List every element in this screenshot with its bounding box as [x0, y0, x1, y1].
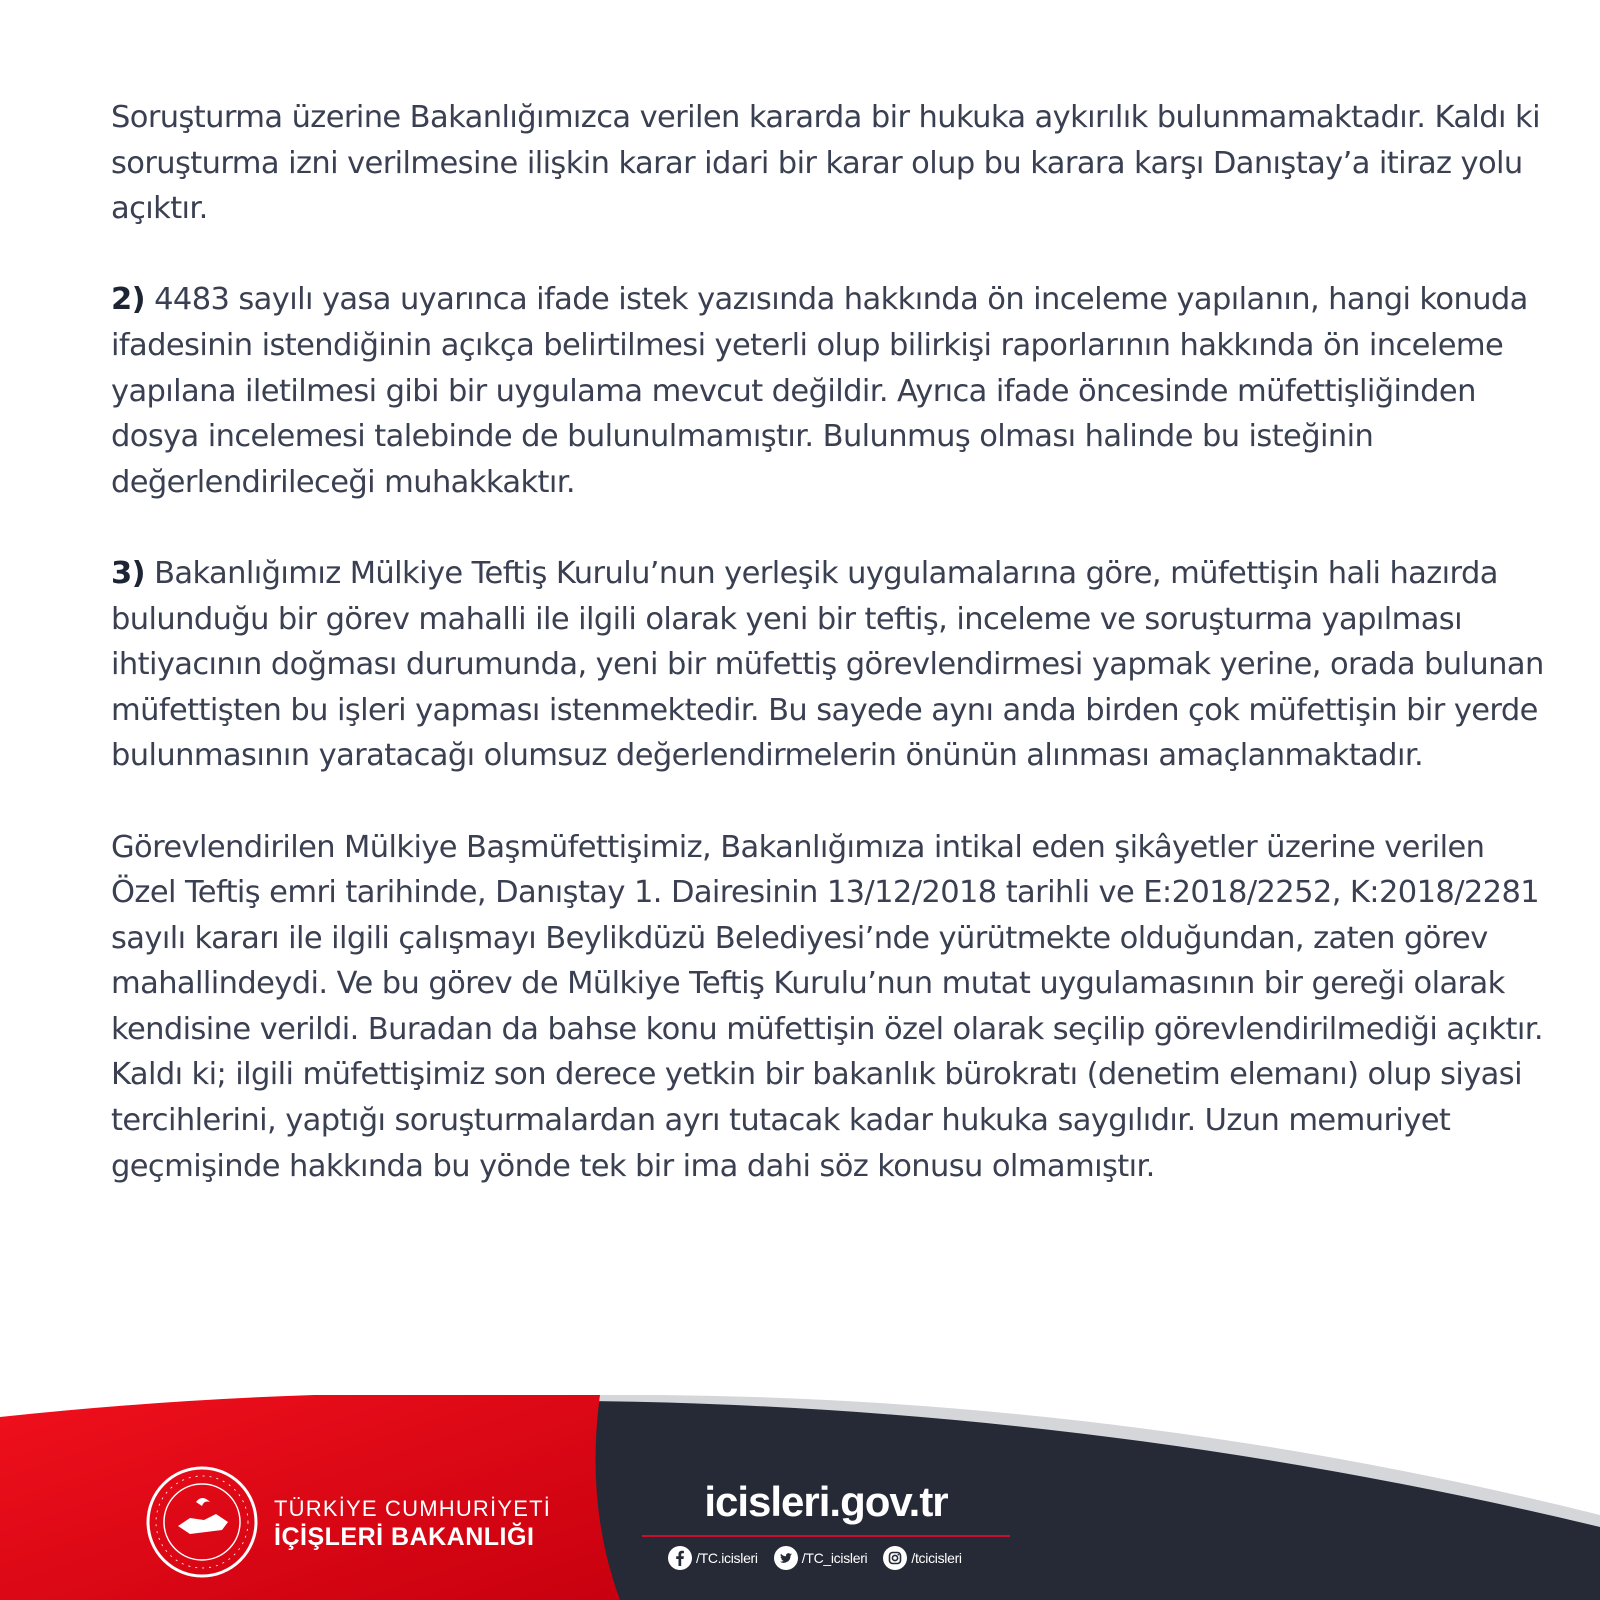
social-facebook[interactable]: [668, 1546, 758, 1570]
divider: [642, 1535, 1010, 1537]
paragraph-text: Bakanlığımız Mülkiye Teftiş Kurulu’nun yerleşik uygulamalarına göre, müfettişin hali hazırda bulunduğu bir görev mahalli ile ilgili olarak yeni bir teftiş, inceleme ve soruşturma yapılması ihtiyacının doğması durumunda, yeni bir müfettiş görevlendirmesi yapmak yerine, orada bulunan müfettişten bu işleri yapması istenmektedir. Bu sayede aynı anda birden çok müfettişin bir yerde bulunmasının yaratacağı olumsuz değerlendirmelerin önünün alınması amaçlanmaktadır.: [111, 555, 1544, 774]
paragraph-3: [111, 551, 1551, 779]
ministry-seal-logo: [146, 1466, 258, 1578]
social-links: [668, 1546, 962, 1570]
paragraph-text: Görevlendirilen Mülkiye Başmüfettişimiz, Bakanlığımıza intikal eden şikâyetler üzerine verilen Özel Teftiş emri tarihinde, Danıştay 1. Dairesinin 13/12/2018 tarihli ve E:2018/2252, K:2018/2281 sayılı kararı ile ilgili çalışmayı Beylikdüzü Belediyesi’nde yürütmekte olduğundan, zaten görev mahallindeydi. Ve bu görev de Mülkiye Teftiş Kurulu’nun mutat uygulamasının bir gereği olarak kendisine verildi. Buradan da bahse konu müfettişin özel olarak seçilip görevlendirilmediği açıktır. Kaldı ki; ilgili müfettişimiz son derece yetkin bir bakanlık bürokratı (denetim elemanı) olup siyasi tercihlerini, yaptığı soruşturmalardan ayrı tutacak kadar hukuka saygılıdır. Uzun memuriyet geçmişinde hakkında bu yönde tek bir ima dahi söz konusu olmamıştır.: [111, 829, 1543, 1184]
paragraph-text: 4483 sayılı yasa uyarınca ifade istek yazısında hakkında ön inceleme yapılanın, hangi konuda ifadesinin istendiğinin açıkça belirtilmesi yeterli olup bilirkişi raporlarının hakkında ön inceleme yapılana iletilmesi gibi bir uygulama mevcut değildir. Ayrıca ifade öncesinde müfettişliğinden dosya incelemesi talebinde de bulunulmamıştır. Bulunmuş olması halinde bu isteğinin değerlendirileceği muhakkaktır.: [111, 282, 1528, 500]
social-twitter[interactable]: [774, 1546, 868, 1570]
paragraph-1: [111, 95, 1551, 232]
statement-body: [111, 95, 1551, 1235]
facebook-handle: /TC.icisleri: [696, 1550, 758, 1566]
twitter-icon: [774, 1546, 798, 1570]
paragraph-2: [111, 277, 1551, 505]
org-line-1: TÜRKİYE CUMHURİYETİ: [274, 1496, 552, 1521]
website-link[interactable]: icisleri.gov.tr: [704, 1478, 948, 1525]
social-instagram[interactable]: [883, 1546, 961, 1570]
instagram-handle: /tcicisleri: [911, 1550, 962, 1566]
paragraph-number: 3): [111, 555, 145, 591]
ministry-name: [274, 1496, 551, 1552]
instagram-icon: [883, 1546, 907, 1570]
paragraph-4: [111, 825, 1551, 1190]
twitter-handle: /TC_icisleri: [801, 1550, 868, 1566]
org-line-2: İÇİŞLERİ BAKANLIĞI: [274, 1523, 535, 1551]
facebook-icon: [668, 1546, 692, 1570]
paragraph-text: Soruşturma üzerine Bakanlığımızca verilen kararda bir hukuka aykırılık bulunmamaktadır. Kaldı ki soruşturma izni verilmesine ilişkin karar idari bir karar olup bu karara karşı Danıştay’a itiraz yolu açıktır.: [111, 100, 1540, 227]
paragraph-number: 2): [111, 282, 145, 318]
